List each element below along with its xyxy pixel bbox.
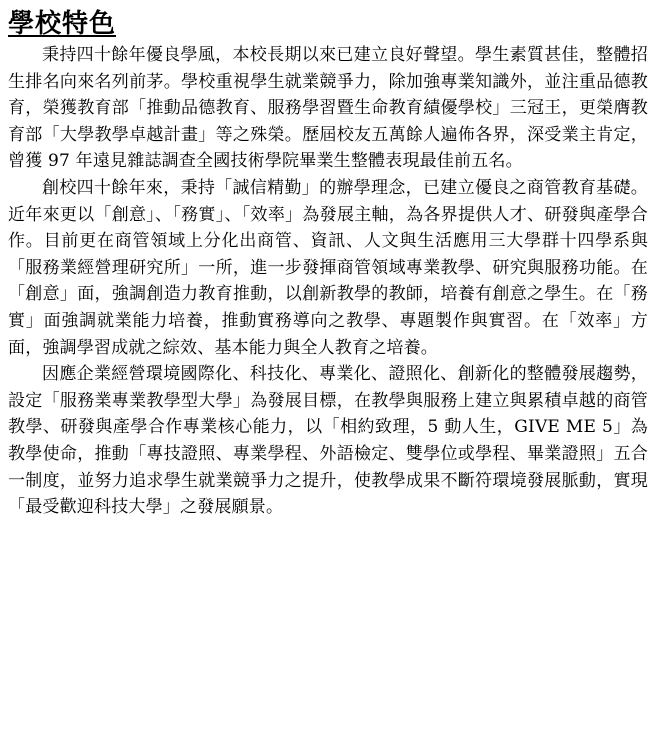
paragraph-reputation: 秉持四十餘年優良學風，本校長期以來已建立良好聲望。學生素質甚佳，整體招生排名向來名列前茅。學校重視學生就業競爭力，除加強專業知識外，並注重品德教育，榮獲教育部「推動品德教育、服務學習暨生命教育績優學校」三冠王，更榮膺教育部「大學教學卓越計畫」等之殊榮。歷屆校友五萬餘人遍佈各界，深受業主肯定，曾獲 97 年遠見雜誌調查全國技術學院畢業生整體表現最佳前五名。 xyxy=(8,45,648,172)
paragraph-vision: 因應企業經營環境國際化、科技化、專業化、證照化、創新化的整體發展趨勢，設定「服務業專業教學型大學」為發展目標，在教學與服務上建立與累積卓越的商管教學、研發與產學合作專業核心能力，以「相約致理，5 動人生，GIVE ME 5」為教學使命，推動「專技證照、專業學程、外語檢定、雙學位或學程、畢業證照」五合一制度，並努力追求學生就業競爭力之提升，使教學成果不斷符環境發展脈動，實現「最受歡迎科技大學」之發展願景。 xyxy=(8,364,648,518)
paragraph-philosophy: 創校四十餘年來，秉持「誠信精勤」的辦學理念，已建立優良之商管教育基礎。近年來更以「創意」、「務實」、「效率」為發展主軸，為各界提供人才、研發與產學合作。目前更在商管領域上分化出商管、資訊、人文與生活應用三大學群十四學系與「服務業經營理研究所」一所，進一步發揮商管領域專業教學、研究與服務功能。在「創意」面，強調創造力教育推動，以創新教學的教師，培養有創意之學生。在「務實」面強調就業能力培養，推動實務導向之教學、專題製作與實習。在「效率」方面，強調學習成就之綜效、基本能力與全人教育之培養。 xyxy=(8,177,648,358)
page-title: 學校特色 xyxy=(8,9,117,39)
